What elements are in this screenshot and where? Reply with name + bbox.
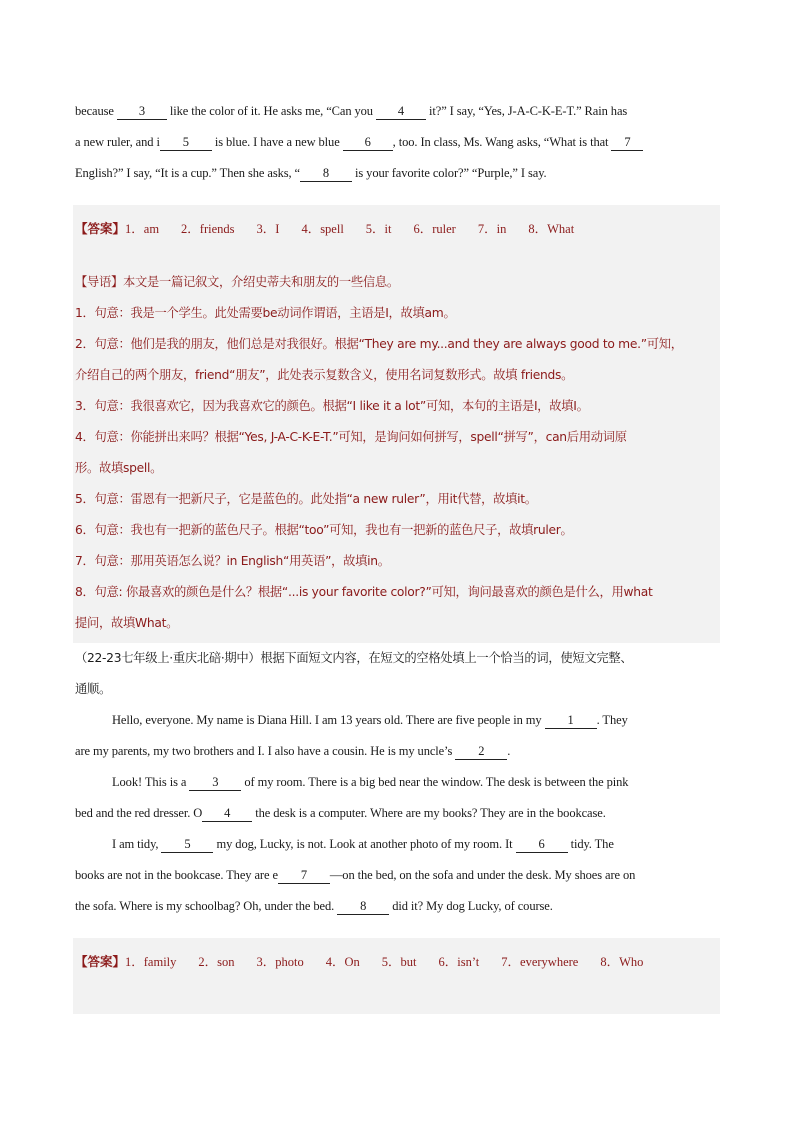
passage-2-line: bed and the red dresser. O 4 the desk is a computer. Where are my books? They are in the bookcase. (75, 806, 606, 820)
answer-tag: 【答案】 (75, 222, 126, 236)
question-2-line-2: 通顺。 (75, 682, 111, 696)
passage-1-line-1: because 3 like the color of it. He asks me, “Can you 4 it?” I say, “Yes, J-A-C-K-E-T.” Rain has (75, 104, 628, 118)
passage-2-line: I am tidy, 5 my dog, Lucky, is not. Look at another photo of my room. It 6 tidy. The (112, 837, 614, 851)
explanation-line: 4．句意：你能拼出来吗？根据“Yes, J-A-C-K-E-T.”可知，是询问如何拼写，spell“拼写”，can后用动词原 (75, 430, 627, 444)
question-2-line-1: （22-23七年级上·重庆北碚·期中）根据下面短文内容，在短文的空格处填上一个恰当的词，使短文完整、 (75, 651, 633, 665)
passage-2-line: Look! This is a 3 of my room. There is a big bed near the window. The desk is between the pink (112, 775, 629, 789)
explanation-line: 1．句意：我是一个学生。此处需要be动词作谓语，主语是I，故填am。 (75, 306, 456, 320)
answer-box-2 (73, 938, 720, 1014)
explanation-line: 【导语】本文是一篇记叙文，介绍史蒂夫和朋友的一些信息。 (75, 275, 399, 289)
explanation-box (73, 251, 720, 643)
document-page (75, 96, 720, 1014)
blank-1: 1 (545, 712, 597, 729)
blank-3: 3 (189, 774, 241, 791)
explanation-line: 7．句意：那用英语怎么说？in English“用英语”，故填in。 (75, 554, 390, 568)
blank-6: 6 (516, 836, 568, 853)
explanation-line: 5．句意：雷恩有一把新尺子，它是蓝色的。此处指“a new ruler”，用it代替，故填it。 (75, 492, 537, 506)
blank-5: 5 (161, 836, 213, 853)
blank-3: 3 (117, 103, 167, 120)
answer-list-2: 【答案】1．family 2．son 3．photo 4．On 5．but 6．isn’t 7．everywhere 8．Who (75, 955, 644, 969)
explanation-line: 提问，故填What。 (75, 616, 179, 630)
answer-tag: 【答案】 (75, 955, 126, 969)
question-2-instructions (75, 643, 720, 705)
blank-4: 4 (202, 805, 252, 822)
passage-2-line: Hello, everyone. My name is Diana Hill. I am 13 years old. There are five people in my 1 . They (112, 713, 628, 727)
blank-6: 6 (343, 134, 393, 151)
passage-1-line-3: English?” I say, “It is a cup.” Then she asks, “ 8 is your favorite color?” “Purple,” I say. (75, 166, 547, 180)
explanation-line: 8．句意: 你最喜欢的颜色是什么？根据“...is your favorite color?”可知，询问最喜欢的颜色是什么，用what (75, 585, 653, 599)
explanation-line: 介绍自己的两个朋友，friend“朋友”，此处表示复数含义，使用名词复数形式。故填 friends。 (75, 368, 574, 382)
passage-2 (75, 705, 720, 922)
explanation-line: 2．句意：他们是我的朋友，他们总是对我很好。根据“They are my...and they are always good to me.”可知， (75, 337, 683, 351)
blank-8: 8 (337, 898, 389, 915)
answer-list-1: 【答案】1．am 2．friends 3．I 4．spell 5．it 6．ruler 7．in 8．What (75, 222, 575, 236)
blank-8: 8 (300, 165, 352, 182)
passage-2-line: are my parents, my two brothers and I. I also have a cousin. He is my uncle’s 2 . (75, 744, 511, 758)
explanation-line: 3．句意：我很喜欢它，因为我喜欢它的颜色。根据“I like it a lot”可知，本句的主语是I，故填I。 (75, 399, 589, 413)
passage-2-line: the sofa. Where is my schoolbag? Oh, under the bed. 8 did it? My dog Lucky, of course. (75, 899, 553, 913)
passage-1-line-2: a new ruler, and i 5 is blue. I have a new blue 6 , too. In class, Ms. Wang asks, “What is that 7 (75, 127, 720, 158)
blank-7: 7 (611, 134, 643, 151)
blank-7: 7 (278, 867, 330, 884)
blank-4: 4 (376, 103, 426, 120)
explanation-line: 6．句意：我也有一把新的蓝色尺子。根据“too”可知，我也有一把新的蓝色尺子，故填ruler。 (75, 523, 573, 537)
passage-1 (75, 96, 720, 189)
explanation-line: 形。故填spell。 (75, 461, 163, 475)
passage-2-line: books are not in the bookcase. They are e 7 —on the bed, on the sofa and under the desk. My shoes are on (75, 868, 636, 882)
blank-2: 2 (455, 743, 507, 760)
answer-box-1 (73, 205, 720, 251)
blank-5: 5 (160, 134, 212, 151)
